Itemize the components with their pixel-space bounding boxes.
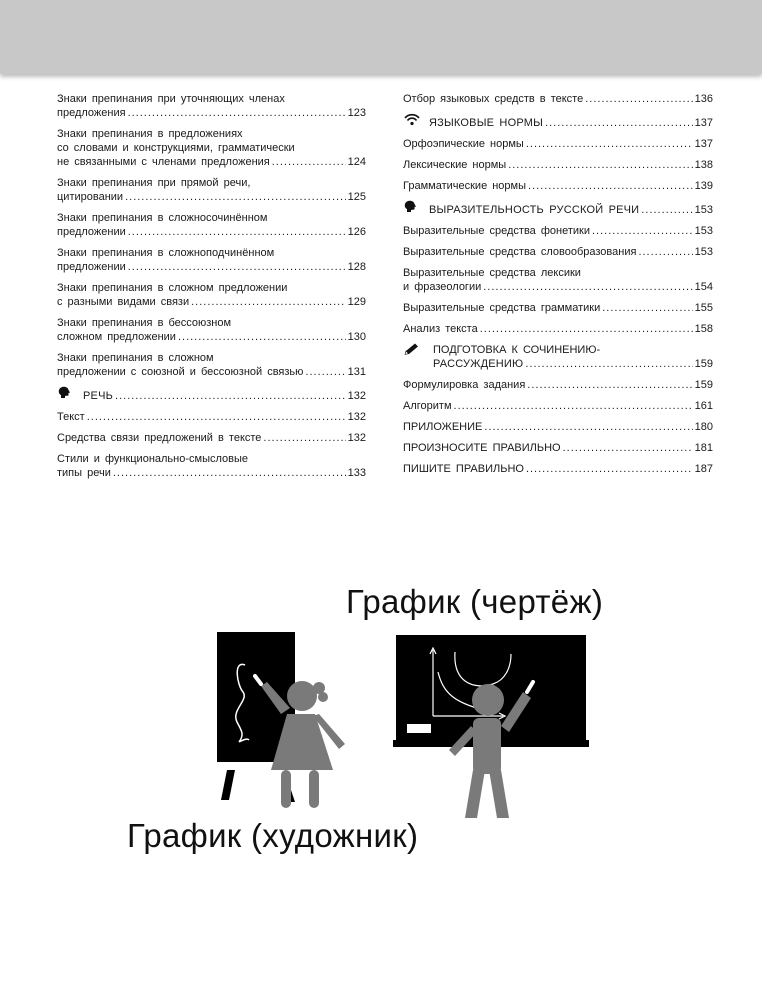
- dot-leader: [483, 280, 692, 294]
- dot-leader: [526, 462, 693, 476]
- page-number: 181: [694, 442, 713, 454]
- page-number: 158: [694, 323, 713, 335]
- toc-entry-line: Знаки препинания при уточняющих членах: [57, 93, 285, 105]
- toc-entry-line: Знаки препинания в бессоюзном: [57, 317, 232, 329]
- dot-leader: [508, 158, 692, 172]
- toc-entry-title: Выразительные средства словообразования: [403, 246, 637, 258]
- toc-entry-title: предложения: [57, 107, 126, 119]
- toc-left-entry-0: [57, 92, 366, 120]
- toc-left-entry-3: [57, 211, 366, 239]
- toc-right-entry-13: [403, 399, 713, 413]
- toc-right-entry-14: [403, 420, 713, 434]
- toc-entry-last-line: [403, 301, 713, 315]
- toc-entry-last-line: [403, 280, 713, 294]
- toc-right-section-1: [403, 113, 713, 130]
- page-number: 159: [694, 358, 713, 370]
- toc-left-entry-1: [57, 127, 366, 169]
- toc-entry-title: ПРОИЗНОСИТЕ ПРАВИЛЬНО: [403, 442, 561, 454]
- toc-entry-line: ПОДГОТОВКА К СОЧИНЕНИЮ-: [433, 344, 601, 356]
- dot-leader: [263, 431, 345, 445]
- dot-leader: [128, 260, 346, 274]
- toc-entry-line: Знаки препинания в предложениях: [57, 128, 243, 140]
- toc-right-entry-0: [403, 92, 713, 106]
- dot-leader: [592, 224, 693, 238]
- toc-right-entry-4: [403, 179, 713, 193]
- page-number: 161: [694, 400, 713, 412]
- drawing-illustration: [393, 632, 595, 822]
- page-number: 137: [694, 117, 713, 129]
- dot-leader: [178, 330, 346, 344]
- page-number: 159: [694, 379, 713, 391]
- toc-left-entry-9: [57, 410, 366, 424]
- page-number: 124: [347, 156, 366, 168]
- page-number: 125: [347, 191, 366, 203]
- toc-left-entry-7: [57, 351, 366, 379]
- toc-entry-last-line: [403, 137, 713, 151]
- toc-entry-title: Выразительные средства грамматики: [403, 302, 601, 314]
- toc-left-entry-6: [57, 316, 366, 344]
- dot-leader: [602, 301, 692, 315]
- toc-entry-title: РАССУЖДЕНИЮ: [433, 358, 524, 370]
- toc-entry-last-line: [403, 158, 713, 172]
- toc-entry-title: Орфоэпические нормы: [403, 138, 524, 150]
- toc-entry-last-line: [57, 466, 366, 480]
- toc-entry-line: со словами и конструкциями, грамматически: [57, 142, 295, 154]
- toc-entry-title: ПИШИТЕ ПРАВИЛЬНО: [403, 463, 524, 475]
- toc-entry-last-line: [57, 155, 366, 169]
- page-number: 131: [347, 366, 366, 378]
- dot-leader: [305, 365, 345, 379]
- toc-entry-title: Отбор языковых средств в тексте: [403, 93, 584, 105]
- toc-right-entry-3: [403, 158, 713, 172]
- page-number: 137: [694, 138, 713, 150]
- toc-entry-title: ПРИЛОЖЕНИЕ: [403, 421, 483, 433]
- toc-left-section-8: [57, 386, 366, 403]
- toc-right-entry-12: [403, 378, 713, 392]
- toc-entry-last-line: [57, 330, 366, 344]
- signal-waves-icon: [403, 113, 421, 126]
- toc-left-entry-11: [57, 452, 366, 480]
- page-number: 130: [347, 331, 366, 343]
- toc-entry-line: Знаки препинания при прямой речи,: [57, 177, 251, 189]
- page-number: 133: [347, 467, 366, 479]
- toc-entry-title: сложном предложении: [57, 331, 176, 343]
- toc-entry-line: Знаки препинания в сложном: [57, 352, 214, 364]
- toc-entry-title: и фразеологии: [403, 281, 482, 293]
- head-speech-icon: [403, 200, 421, 213]
- toc-entry-last-line: [403, 200, 713, 217]
- toc-entry-title: с разными видами связи: [57, 296, 190, 308]
- toc-right-entry-2: [403, 137, 713, 151]
- toc-entry-last-line: [403, 113, 713, 130]
- toc-entry-last-line: [57, 431, 366, 445]
- head-speech-icon: [57, 386, 75, 399]
- header-bar: [0, 0, 762, 74]
- toc-entry-last-line: [57, 410, 366, 424]
- toc-entry-last-line: [403, 245, 713, 259]
- dot-leader: [525, 357, 692, 371]
- toc-entry-line: Знаки препинания в сложноподчинённом: [57, 247, 275, 259]
- toc-entry-title: Средства связи предложений в тексте: [57, 432, 262, 444]
- toc-entry-line: Знаки препинания в сложном предложении: [57, 282, 288, 294]
- dot-leader: [526, 137, 693, 151]
- toc-entry-title: типы речи: [57, 467, 111, 479]
- dot-leader: [585, 92, 692, 106]
- toc-right-section-5: [403, 200, 713, 217]
- dot-leader: [638, 245, 692, 259]
- dot-leader: [87, 410, 346, 424]
- toc-entry-title: не связанными с членами предложения: [57, 156, 270, 168]
- toc-entry-last-line: [57, 106, 366, 120]
- toc-entry-title: Грамматические нормы: [403, 180, 527, 192]
- page-number: 138: [694, 159, 713, 171]
- dot-leader: [528, 179, 693, 193]
- toc-entry-title: Алгоритм: [403, 400, 452, 412]
- toc-entry-title: ЯЗЫКОВЫЕ НОРМЫ: [429, 117, 544, 129]
- dot-leader: [128, 225, 346, 239]
- dot-leader: [128, 106, 346, 120]
- toc-entry-last-line: [57, 386, 366, 403]
- toc-right-entry-6: [403, 224, 713, 238]
- toc-entry-last-line: [403, 224, 713, 238]
- toc-right-entry-10: [403, 322, 713, 336]
- toc-entry-last-line: [403, 322, 713, 336]
- caption-drawing: График (чертёж): [346, 583, 604, 620]
- page-number: 139: [694, 180, 713, 192]
- page-number: 154: [694, 281, 713, 293]
- toc-left-entry-5: [57, 281, 366, 309]
- page-number: 180: [694, 421, 713, 433]
- toc-right-entry-15: [403, 441, 713, 455]
- toc-entry-last-line: [57, 365, 366, 379]
- toc-entry-line: Стили и функционально-смысловые: [57, 453, 249, 465]
- toc-entry-title: предложении с союзной и бессоюзной связью: [57, 366, 304, 378]
- toc-entry-line: Знаки препинания в сложносочинённом: [57, 212, 268, 224]
- dot-leader: [563, 441, 693, 455]
- dot-leader: [454, 399, 693, 413]
- toc-right-entry-7: [403, 245, 713, 259]
- dot-leader: [480, 322, 693, 336]
- dot-leader: [545, 116, 693, 130]
- dot-leader: [125, 190, 346, 204]
- toc-entry-title: Выразительные средства фонетики: [403, 225, 590, 237]
- dot-leader: [484, 420, 692, 434]
- toc-entry-last-line: [403, 92, 713, 106]
- caption-artist: График (художник): [127, 817, 419, 854]
- toc-entry-last-line: [403, 462, 713, 476]
- dot-leader: [191, 295, 346, 309]
- toc-entry-title: предложении: [57, 261, 126, 273]
- toc-entry-title: цитировании: [57, 191, 124, 203]
- dot-leader: [115, 389, 346, 403]
- page-number: 153: [694, 225, 713, 237]
- toc-left-column: [57, 92, 366, 487]
- toc-entry-title: Текст: [57, 411, 85, 423]
- artist-illustration: [215, 630, 355, 815]
- toc-entry-title: Анализ текста: [403, 323, 478, 335]
- toc-right-entry-9: [403, 301, 713, 315]
- dot-leader: [272, 155, 346, 169]
- toc-entry-last-line: [403, 420, 713, 434]
- page-number: 129: [347, 296, 366, 308]
- toc-left-entry-10: [57, 431, 366, 445]
- toc-entry-last-line: [403, 399, 713, 413]
- page-number: 153: [694, 204, 713, 216]
- pencil-icon: [403, 343, 421, 356]
- page-number: 187: [694, 463, 713, 475]
- easel-leg: [221, 770, 235, 800]
- page-number: 128: [347, 261, 366, 273]
- page-number: 123: [347, 107, 366, 119]
- page-number: 132: [347, 411, 366, 423]
- dot-leader: [527, 378, 692, 392]
- toc-entry-last-line: [403, 441, 713, 455]
- toc-entry-last-line: [57, 260, 366, 274]
- page-number: 126: [347, 226, 366, 238]
- board-label-box: [407, 724, 431, 733]
- dot-leader: [641, 203, 692, 217]
- page-number: 132: [347, 390, 366, 402]
- page-number: 132: [347, 432, 366, 444]
- toc-entry-title: Формулировка задания: [403, 379, 526, 391]
- page-number: 155: [694, 302, 713, 314]
- toc-entry-title: ВЫРАЗИТЕЛЬНОСТЬ РУССКОЙ РЕЧИ: [429, 204, 640, 216]
- toc-entry-title: предложении: [57, 226, 126, 238]
- toc-entry-last-line: [57, 295, 366, 309]
- toc-entry-last-line: [57, 190, 366, 204]
- toc-entry-last-line: [403, 179, 713, 193]
- page-number: 136: [694, 93, 713, 105]
- toc-entry-last-line: [433, 357, 713, 371]
- toc-right-entry-16: [403, 462, 713, 476]
- toc-right-section-11: [403, 343, 713, 371]
- toc-entry-last-line: [57, 225, 366, 239]
- toc-entry-line: Выразительные средства лексики: [403, 267, 581, 279]
- toc-entry-title: Лексические нормы: [403, 159, 507, 171]
- page-number: 153: [694, 246, 713, 258]
- toc-right-column: [403, 92, 713, 483]
- dot-leader: [113, 466, 346, 480]
- toc-left-entry-2: [57, 176, 366, 204]
- toc-entry-title: РЕЧЬ: [83, 390, 114, 402]
- toc-left-entry-4: [57, 246, 366, 274]
- toc-entry-last-line: [403, 378, 713, 392]
- toc-right-entry-8: [403, 266, 713, 294]
